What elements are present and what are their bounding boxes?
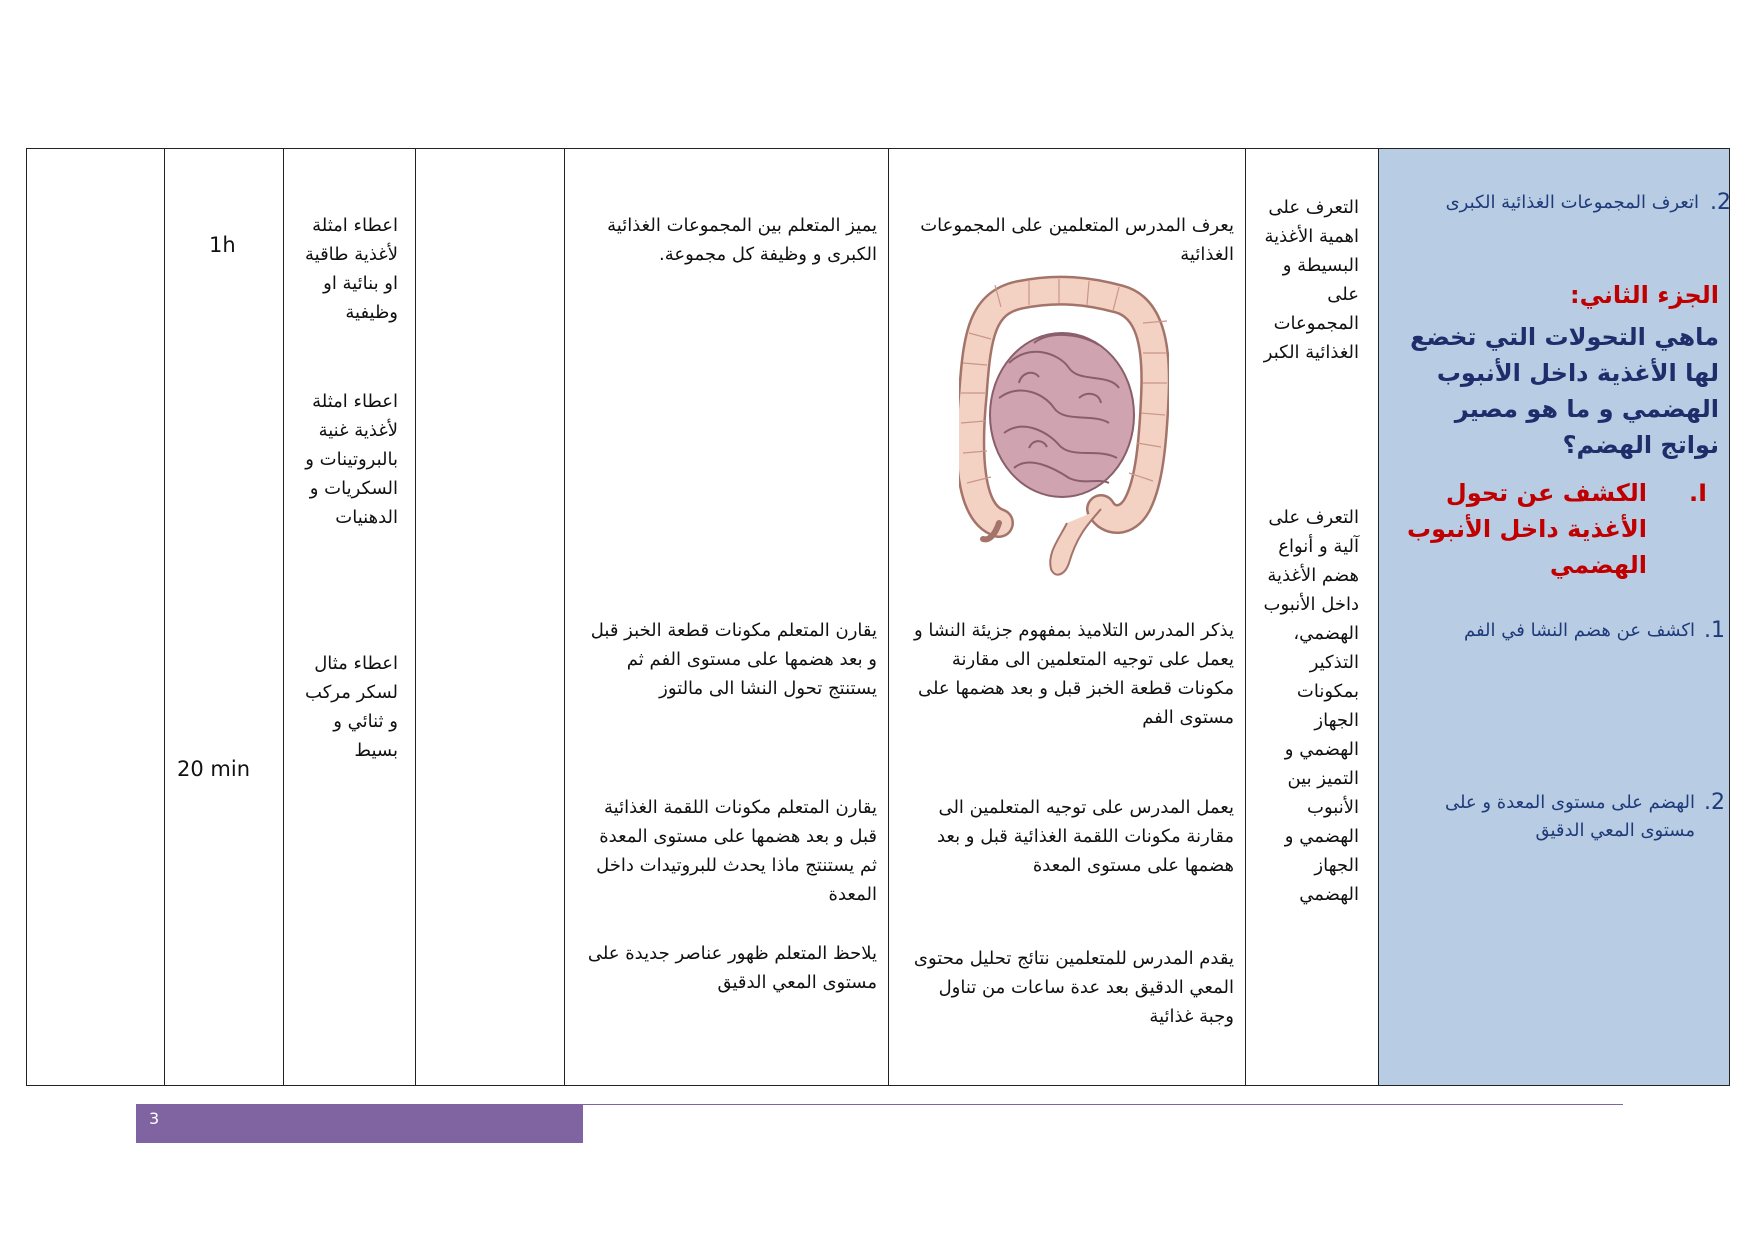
learner-activity-2: يقارن المتعلم مكونات قطعة الخبز قبل و بعد هضمها على مستوى الفم ثم يستنتج تحول النشا الى مالتوز xyxy=(590,620,877,699)
section-one-title xyxy=(1407,475,1707,583)
sub-objective-1-text: اكشف عن هضم النشا في الفم xyxy=(1463,620,1695,641)
teacher-activity-2: يذكر المدرس التلاميذ بمفهوم جزيئة النشا و يعمل على توجيه المتعلمين الى مقارنة مكونات قطعة الخبز قبل و بعد هضمها على مستوى الفم xyxy=(913,620,1234,728)
part-two-question: ماهي التحولات التي تخضع لها الأغذية داخل الأنبوب الهضمي و ما هو مصير نواتج الهضم؟ xyxy=(1410,323,1719,459)
learner-activity-4: يلاحظ المتعلم ظهور عناصر جديدة على مستوى المعي الدقيق xyxy=(587,943,877,993)
objective-2 xyxy=(1429,189,1731,217)
objectives-column xyxy=(1378,149,1729,1085)
goal-2: التعرف على آلية و أنواع هضم الأغذية داخل الأنبوب الهضمي، التذكير بمكونات الجهاز الهضمي و التميز بين الأنبوب الهضمي و الجهاز الهضمي xyxy=(1263,507,1359,905)
teacher-column xyxy=(888,149,1245,1085)
intestine-illustration xyxy=(959,273,1169,583)
lesson-table xyxy=(26,148,1730,1086)
example-3: اعطاء مثال لسكر مركب و ثنائي و بسيط xyxy=(305,653,398,761)
examples-column xyxy=(283,149,415,1085)
sub-objective-2-number: 2. xyxy=(1704,790,1725,815)
footer-line xyxy=(583,1104,1623,1105)
time-column xyxy=(164,149,283,1085)
section-one-text: الكشف عن تحول الأغذية داخل الأنبوب الهضمي xyxy=(1407,479,1647,579)
sub-objective-2-text: الهضم على مستوى المعدة و على مستوى المعي الدقيق xyxy=(1444,792,1695,841)
teacher-activity-4: يقدم المدرس للمتعلمين نتائج تحليل محتوى المعي الدقيق بعد عدة ساعات من تناول وجبة غذائية xyxy=(913,948,1234,1027)
goals-column xyxy=(1245,149,1378,1085)
page-number: 3 xyxy=(149,1109,160,1128)
learner-activity-1: يميز المتعلم بين المجموعات الغذائية الكبرى و وظيفة كل مجموعة. xyxy=(607,215,877,265)
example-2: اعطاء امثلة لأغذية غنية بالبروتينات و السكريات و الدهنيات xyxy=(305,391,398,528)
section-one-number: I. xyxy=(1688,479,1707,507)
part-two-title: الجزء الثاني: xyxy=(1569,281,1719,309)
learner-column xyxy=(564,149,888,1085)
objective-2-number: 2. xyxy=(1710,190,1731,215)
teacher-activity-1: يعرف المدرس المتعلمين على المجموعات الغذائية xyxy=(920,215,1234,265)
sub-objective-1 xyxy=(1415,617,1725,645)
teacher-activity-3: يعمل المدرس على توجيه المتعلمين الى مقارنة مكونات اللقمة الغذائية قبل و بعد هضمها على مستوى المعدة xyxy=(936,797,1234,876)
example-1: اعطاء امثلة لأغذية طاقية او بنائية او وظيفية xyxy=(304,215,398,323)
goal-1: التعرف على اهمية الأغذية البسيطة و على المجموعات الغذائية الكبر xyxy=(1263,197,1359,363)
rectum-shape xyxy=(1050,509,1101,575)
empty-column xyxy=(27,149,164,1085)
empty-column-2 xyxy=(415,149,564,1085)
sub-objective-1-number: 1. xyxy=(1704,618,1725,643)
footer-bar xyxy=(136,1104,583,1143)
sub-objective-2 xyxy=(1415,789,1725,845)
time-20min: 20 min xyxy=(177,757,250,781)
objective-2-text: اتعرف المجموعات الغذائية الكبرى xyxy=(1445,192,1699,213)
learner-activity-3: يقارن المتعلم مكونات اللقمة الغذائية قبل و بعد هضمها على مستوى المعدة ثم يستنتج ماذا يحدث للبروتيدات داخل المعدة xyxy=(596,797,877,905)
time-1h: 1h xyxy=(209,233,236,257)
